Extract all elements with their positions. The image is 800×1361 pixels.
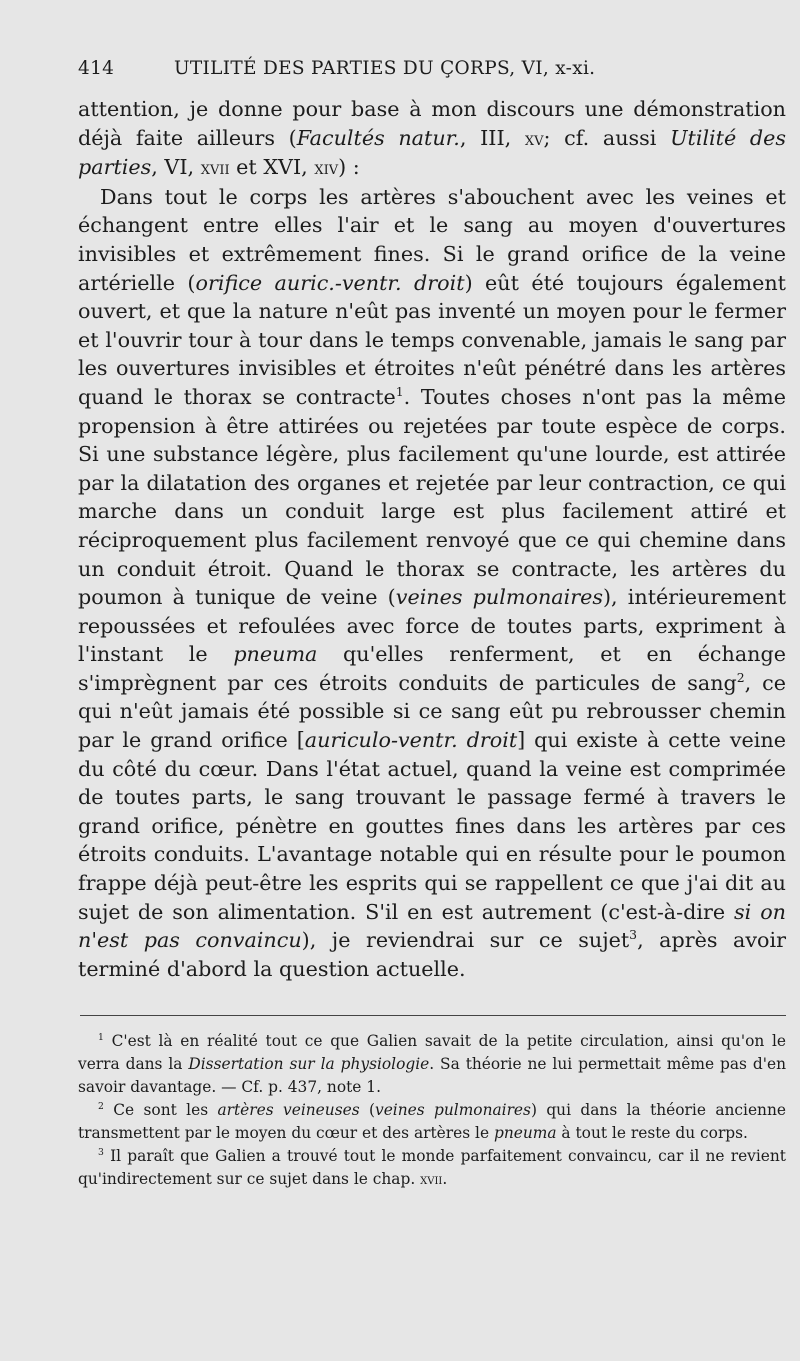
text-run: Il paraît que Galien a trouvé tout le monde parfaitement convaincu, car il ne revient qu'indirectement sur ce sujet dans le chap.	[78, 1147, 786, 1189]
italic-gloss: auriculo-ventr. droit	[304, 728, 518, 753]
footnote-divider	[80, 1015, 786, 1016]
footnotes	[78, 1030, 786, 1192]
running-title: UTILITÉ DES PARTIES DU ÇORPS, VI, x-xi.	[174, 58, 596, 79]
footnote-ref[interactable]: 2	[736, 669, 745, 685]
footnote-ref[interactable]: 3	[629, 927, 638, 943]
page-number: 414	[78, 58, 115, 79]
small-caps-numeral: xvii	[420, 1172, 443, 1189]
footnote-marker: 2	[98, 1101, 104, 1113]
italic-gloss: orifice auric.-ventr. droit	[195, 270, 465, 295]
text-run: .	[442, 1170, 448, 1189]
footnote-1	[78, 1030, 786, 1099]
book-page	[78, 58, 786, 1192]
paragraph-2	[78, 183, 786, 984]
footnote-ref[interactable]: 1	[395, 384, 404, 400]
text-run: ), intérieurement repoussées et refoulées avec force de toutes parts, expriment à l'instant le	[78, 585, 787, 667]
paragraph-1	[78, 95, 786, 183]
italic-term: pneuma	[493, 1124, 557, 1143]
text-run: qu'elles renferment, et en échange s'imprègnent par ces étroits conduits de particules de sang	[78, 642, 786, 695]
italic-reference: Dissertation sur la physiologie	[188, 1055, 430, 1074]
italic-reference: Utilité des parties	[78, 125, 786, 180]
italic-gloss: veines pulmonaires	[375, 1101, 531, 1120]
text-run: , VI,	[151, 155, 201, 180]
footnote-marker: 3	[98, 1147, 104, 1159]
text-run: ) eût été toujours également ouvert, et que la nature n'eût pas inventé un moyen pour le fermer et l'ouvrir tour à tour dans le temps convenable, jamais le sang par les ouvertures invisibles et étroites n'eût pénétré dans les artères quand le thorax se contracte	[78, 270, 786, 409]
main-text	[78, 95, 786, 983]
small-caps-numeral: xvii	[200, 157, 230, 180]
text-run: Ce sont les	[103, 1101, 218, 1120]
running-header	[78, 58, 786, 88]
text-run: . Toutes choses n'ont pas la même propension à être attirées ou rejetées par toute espèce de corps. Si une substance légère, plus facilement qu'une lourde, est attirée par la dilatation des organes et rejetée par leur contraction, ce qui marche dans un conduit large est plus facilement attiré et réciproquement plus facilement renvoyé que ce qui chemine dans un conduit étroit. Quand le thorax se contracte, les artères du poumon à tunique de veine (	[78, 384, 787, 610]
italic-term: artères veineuses	[217, 1101, 360, 1120]
text-run: . Sa théorie ne lui permettait même pas d'en savoir davantage. — Cf. p. 437, note 1.	[78, 1055, 786, 1097]
footnote-3	[78, 1145, 786, 1192]
text-run: Dans tout le corps les artères s'abouchent avec les veines et échangent entre elles l'air et le sang au moyen d'ouvertures invisibles et extrêmement fines. Si le grand orifice de la veine artérielle (	[78, 184, 786, 295]
text-run: (	[359, 1101, 375, 1120]
italic-reference: Facultés natur.	[296, 125, 460, 150]
text-run: ; cf. aussi	[543, 125, 671, 150]
italic-term: pneuma	[233, 642, 318, 667]
footnote-marker: 1	[98, 1032, 104, 1044]
text-run: ), je reviendrai sur ce sujet	[301, 928, 630, 953]
text-run: à tout le reste du corps.	[556, 1124, 748, 1143]
italic-gloss: veines pulmonaires	[395, 585, 603, 610]
italic-gloss: si on n'est pas convaincu	[78, 899, 786, 953]
small-caps-numeral: xiv	[314, 157, 339, 180]
text-run: , III,	[459, 125, 525, 150]
small-caps-numeral: xv	[524, 127, 544, 150]
text-run: ) :	[338, 155, 360, 180]
text-run: ] qui existe à cette veine du côté du cœur. Dans l'état actuel, quand la veine est comprimée de toutes parts, le sang trouvant le passage fermé à travers le grand orifice, pénètre en gouttes fines dans les artères par ces étroits conduits. L'avantage notable qui en résulte pour le poumon frappe déjà peut-être les esprits qui se rappellent ce que j'ai dit au sujet de son alimentation. S'il en est autrement (c'est-à-dire	[78, 728, 786, 924]
text-run: , ce qui n'eût jamais été possible si ce sang eût pu rebrousser chemin par le grand orifice [	[78, 670, 786, 753]
footnote-2	[78, 1099, 786, 1145]
text-run: attention, je donne pour base à mon discours une démonstration déjà faite ailleurs (	[78, 97, 786, 150]
text-run: C'est là en réalité tout ce que Galien savait de la petite circulation, ainsi qu'on le verra dans la	[78, 1032, 786, 1074]
text-run: et XVI,	[229, 155, 315, 180]
text-run: ) qui dans la théorie ancienne transmettent par le moyen du cœur et des artères le	[78, 1101, 786, 1143]
text-run: , après avoir terminé d'abord la question actuelle.	[78, 928, 786, 981]
